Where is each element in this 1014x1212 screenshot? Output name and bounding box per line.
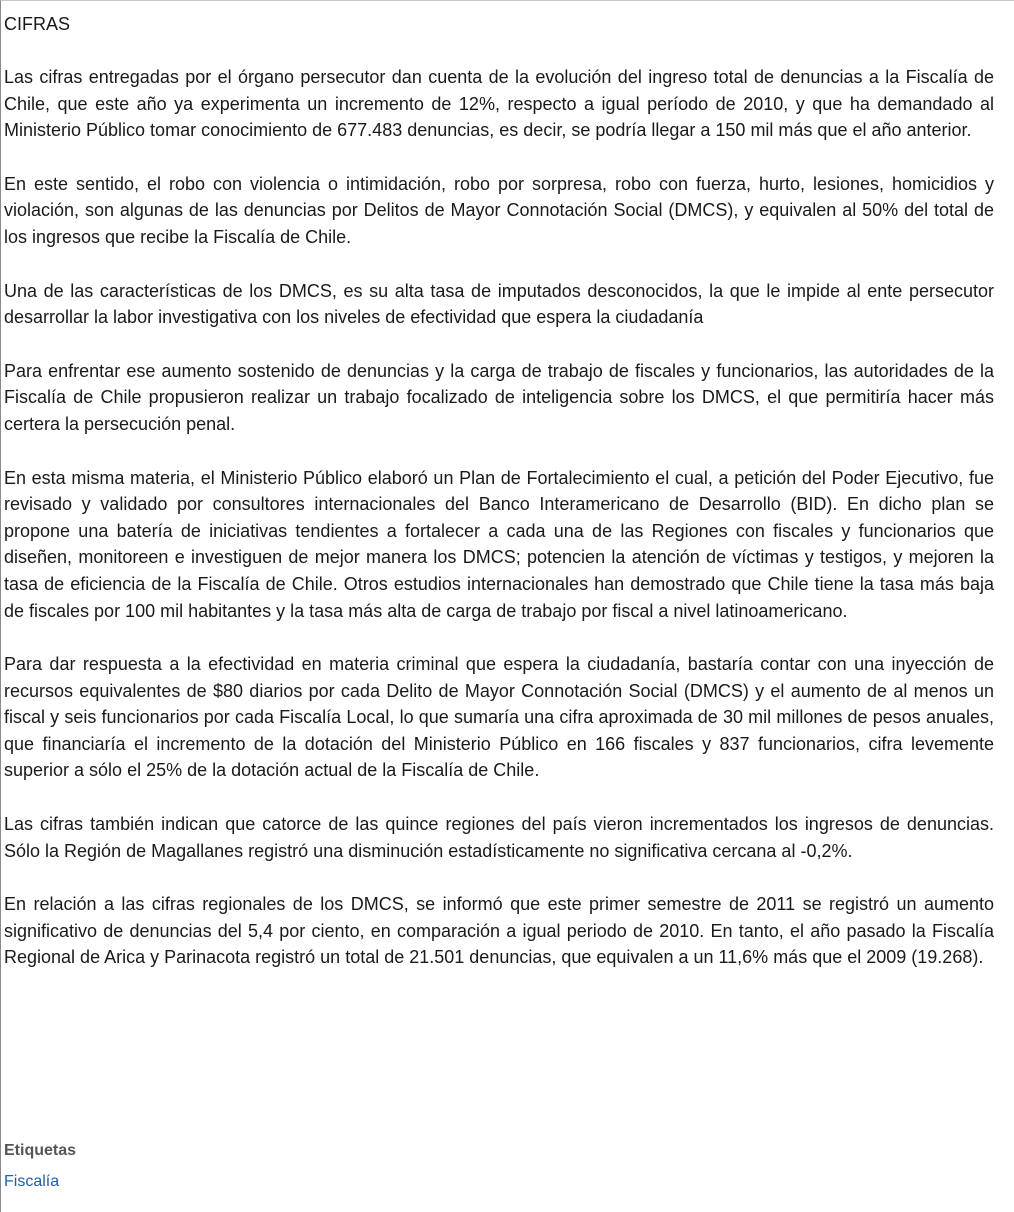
tags-title: Etiquetas: [4, 1142, 77, 1159]
paragraph-5: En esta misma materia, el Ministerio Público elaboró un Plan de Fortalecimiento el cual, a petición del Poder Ejecutivo, fue revisado y validado por consultores internacionales del Banco Interamericano de Desarrollo (BID). En dicho plan se propone una batería de iniciativas tendientes a fortalecer a cada una de las Regiones con fiscales y funcionarios que diseñen, monitoreen e investiguen de mejor manera los DMCS; potencien la atención de víctimas y testigos, y mejoren la tasa de eficiencia de la Fiscalía de Chile. Otros estudios internacionales han demostrado que Chile tiene la tasa más baja de fiscales por 100 mil habitantes y la tasa más alta de carga de trabajo por fiscal a nivel latinoamericano.: [4, 467, 994, 621]
paragraph-4: Para enfrentar ese aumento sostenido de denuncias y la carga de trabajo de fiscales y funcionarios, las autoridades de la Fiscalía de Chile propusieron realizar un trabajo focalizado de inteligencia sobre los DMCS, el que permitiría hacer más certera la persecución penal.: [4, 360, 994, 434]
tag-link-fiscalia[interactable]: Fiscalía: [4, 1173, 60, 1190]
tags-section: [4, 1140, 404, 1193]
article-body: [4, 11, 994, 998]
paragraph-3: Una de las características de los DMCS, es su alta tasa de imputados desconocidos, la que le impide al ente persecutor desarrollar la labor investigativa con los niveles de efectividad que espera la ciudadanía: [4, 280, 994, 328]
paragraph-7: Las cifras también indican que catorce de las quince regiones del país vieron incrementados los ingresos de denuncias. Sólo la Región de Magallanes registró una disminución estadísticamente no significativa cercana al -0,2%.: [4, 814, 994, 861]
paragraph-6: Para dar respuesta a la efectividad en materia criminal que espera la ciudadanía, bastaría contar con una inyección de recursos equivalentes de $80 diarios por cada Delito de Mayor Connotación Social (DMCS) y el aumento de al menos un fiscal y seis funcionarios por cada Fiscalía Local, lo que sumaría una cifra aproximada de 30 mil millones de pesos anuales, que financiaría el incremento de la dotación del Ministerio Público en 166 fiscales y 837 funcionarios, cifra levemente superior a sólo el 25% de la dotación actual de la Fiscalía de Chile.: [4, 654, 994, 781]
paragraph-2: En este sentido, el robo con violencia o intimidación, robo por sorpresa, robo con fuerza, hurto, lesiones, homicidios y violación, son algunas de las denuncias por Delitos de Mayor Connotación Social (DMCS), y equivalen al 50% del total de los ingresos que recibe la Fiscalía de Chile.: [4, 173, 994, 247]
paragraph-8: En relación a las cifras regionales de los DMCS, se informó que este primer semestre de 2011 se registró un aumento significativo de denuncias del 5,4 por ciento, en comparación a igual periodo de 2010. En tanto, el año pasado la Fiscalía Regional de Arica y Parinacota registró un total de 21.501 denuncias, que equivalen a un 11,6% más que el 2009 (19.268).: [4, 894, 994, 968]
paragraph-1: Las cifras entregadas por el órgano persecutor dan cuenta de la evolución del ingreso total de denuncias a la Fiscalía de Chile, que este año ya experimenta un incremento de 12%, respecto a igual período de 2010, y que ha demandado al Ministerio Público tomar conocimiento de 677.483 denuncias, es decir, se podría llegar a 150 mil más que el año anterior.: [4, 67, 994, 141]
section-heading: CIFRAS: [4, 14, 71, 34]
